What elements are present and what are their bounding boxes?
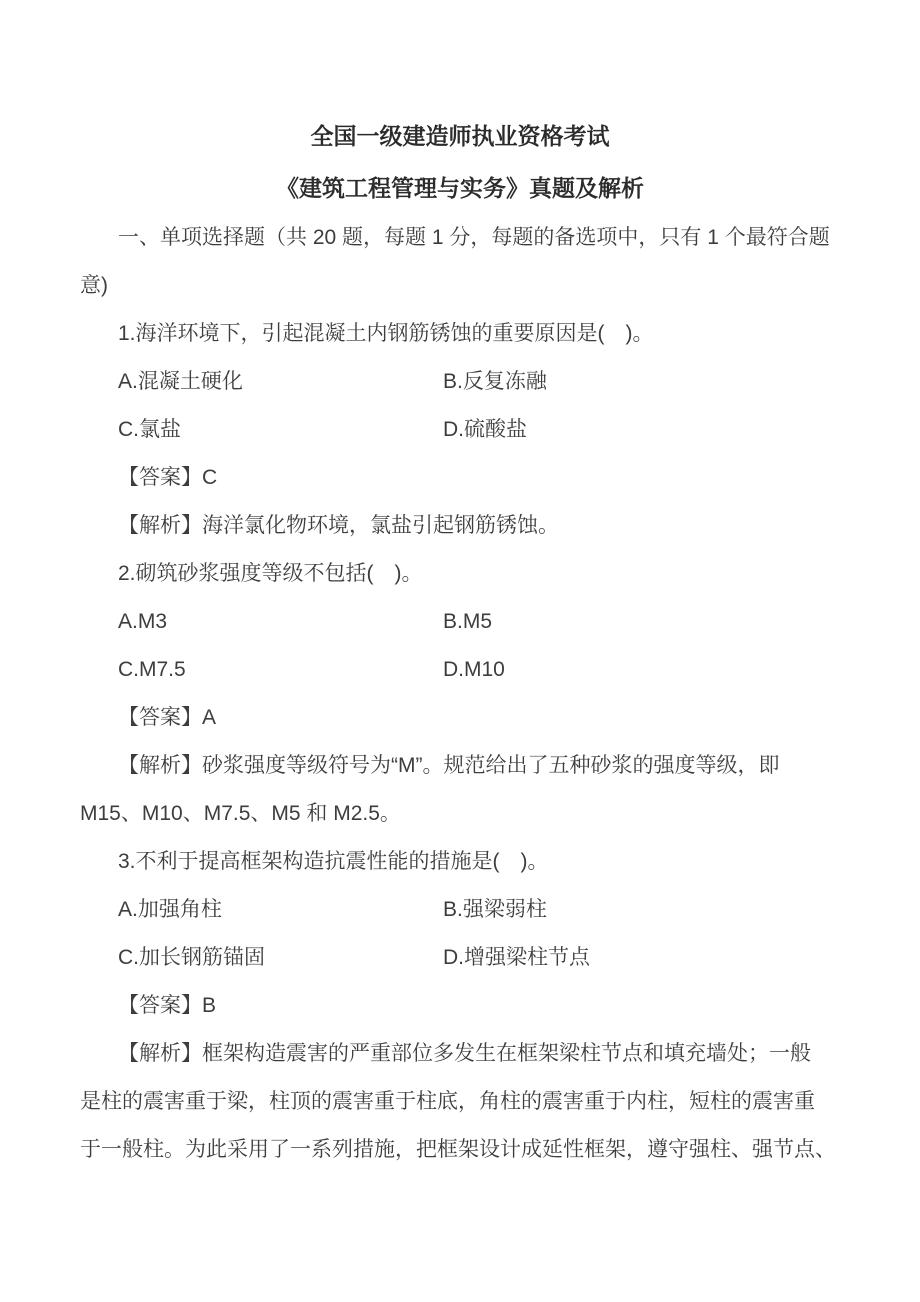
question-1-option-a: A.混凝土硬化	[118, 370, 243, 393]
section-intro-line-2: 意)	[80, 274, 108, 297]
question-2-option-b: B.M5	[443, 610, 493, 633]
question-3-options-row-1	[80, 886, 878, 934]
question-2-stem: 2.砌筑砂浆强度等级不包括( )。	[118, 562, 423, 585]
question-3-analysis-line-1: 【解析】框架构造震害的严重部位多发生在框架梁柱节点和填充墙处；一般	[118, 1042, 811, 1065]
question-1-option-c: C.氯盐	[118, 418, 181, 441]
question-3-option-b: B.强梁弱柱	[443, 898, 547, 921]
question-2-answer: 【答案】A	[118, 706, 217, 729]
question-3-answer: 【答案】B	[118, 994, 217, 1017]
question-2-options-row-2	[80, 646, 878, 694]
question-1-answer: 【答案】C	[118, 466, 218, 489]
question-1-analysis-line-1: 【解析】海洋氯化物环境，氯盐引起钢筋锈蚀。	[118, 514, 559, 537]
question-3-analysis-line-2: 是柱的震害重于梁，柱顶的震害重于柱底，角柱的震害重于内柱，短柱的震害重	[80, 1090, 815, 1113]
question-2-option-a: A.M3	[118, 610, 168, 633]
question-3-options-row-2	[80, 934, 878, 982]
question-1-options-row-1	[80, 358, 878, 406]
section-intro-line-1: 一、单项选择题（共 20 题，每题 1 分，每题的备选项中，只有 1 个最符合题	[118, 226, 830, 249]
question-1-options-row-2	[80, 406, 878, 454]
exam-subtitle: 《建筑工程管理与实务》真题及解析	[276, 175, 644, 201]
question-2-options-row-1	[80, 598, 878, 646]
question-2-option-d: D.M10	[443, 658, 505, 681]
question-2-option-c: C.M7.5	[118, 658, 186, 681]
question-2-analysis-line-1: 【解析】砂浆强度等级符号为“M”。规范给出了五种砂浆的强度等级，即	[118, 754, 780, 777]
question-3-option-d: D.增强梁柱节点	[443, 946, 590, 969]
exam-title: 全国一级建造师执业资格考试	[310, 123, 610, 149]
question-3-stem: 3.不利于提高框架构造抗震性能的措施是( )。	[118, 850, 549, 873]
question-1-option-b: B.反复冻融	[443, 370, 547, 393]
question-1-option-d: D.硫酸盐	[443, 418, 527, 441]
question-1-stem: 1.海洋环境下，引起混凝土内钢筋锈蚀的重要原因是( )。	[118, 322, 654, 345]
question-3-option-c: C.加长钢筋锚固	[118, 946, 265, 969]
question-2-analysis-line-2: M15、M10、M7.5、M5 和 M2.5。	[80, 802, 401, 825]
question-3-option-a: A.加强角柱	[118, 898, 222, 921]
question-3-analysis-line-3: 于一般柱。为此采用了一系列措施，把框架设计成延性框架，遵守强柱、强节点、	[80, 1138, 836, 1161]
